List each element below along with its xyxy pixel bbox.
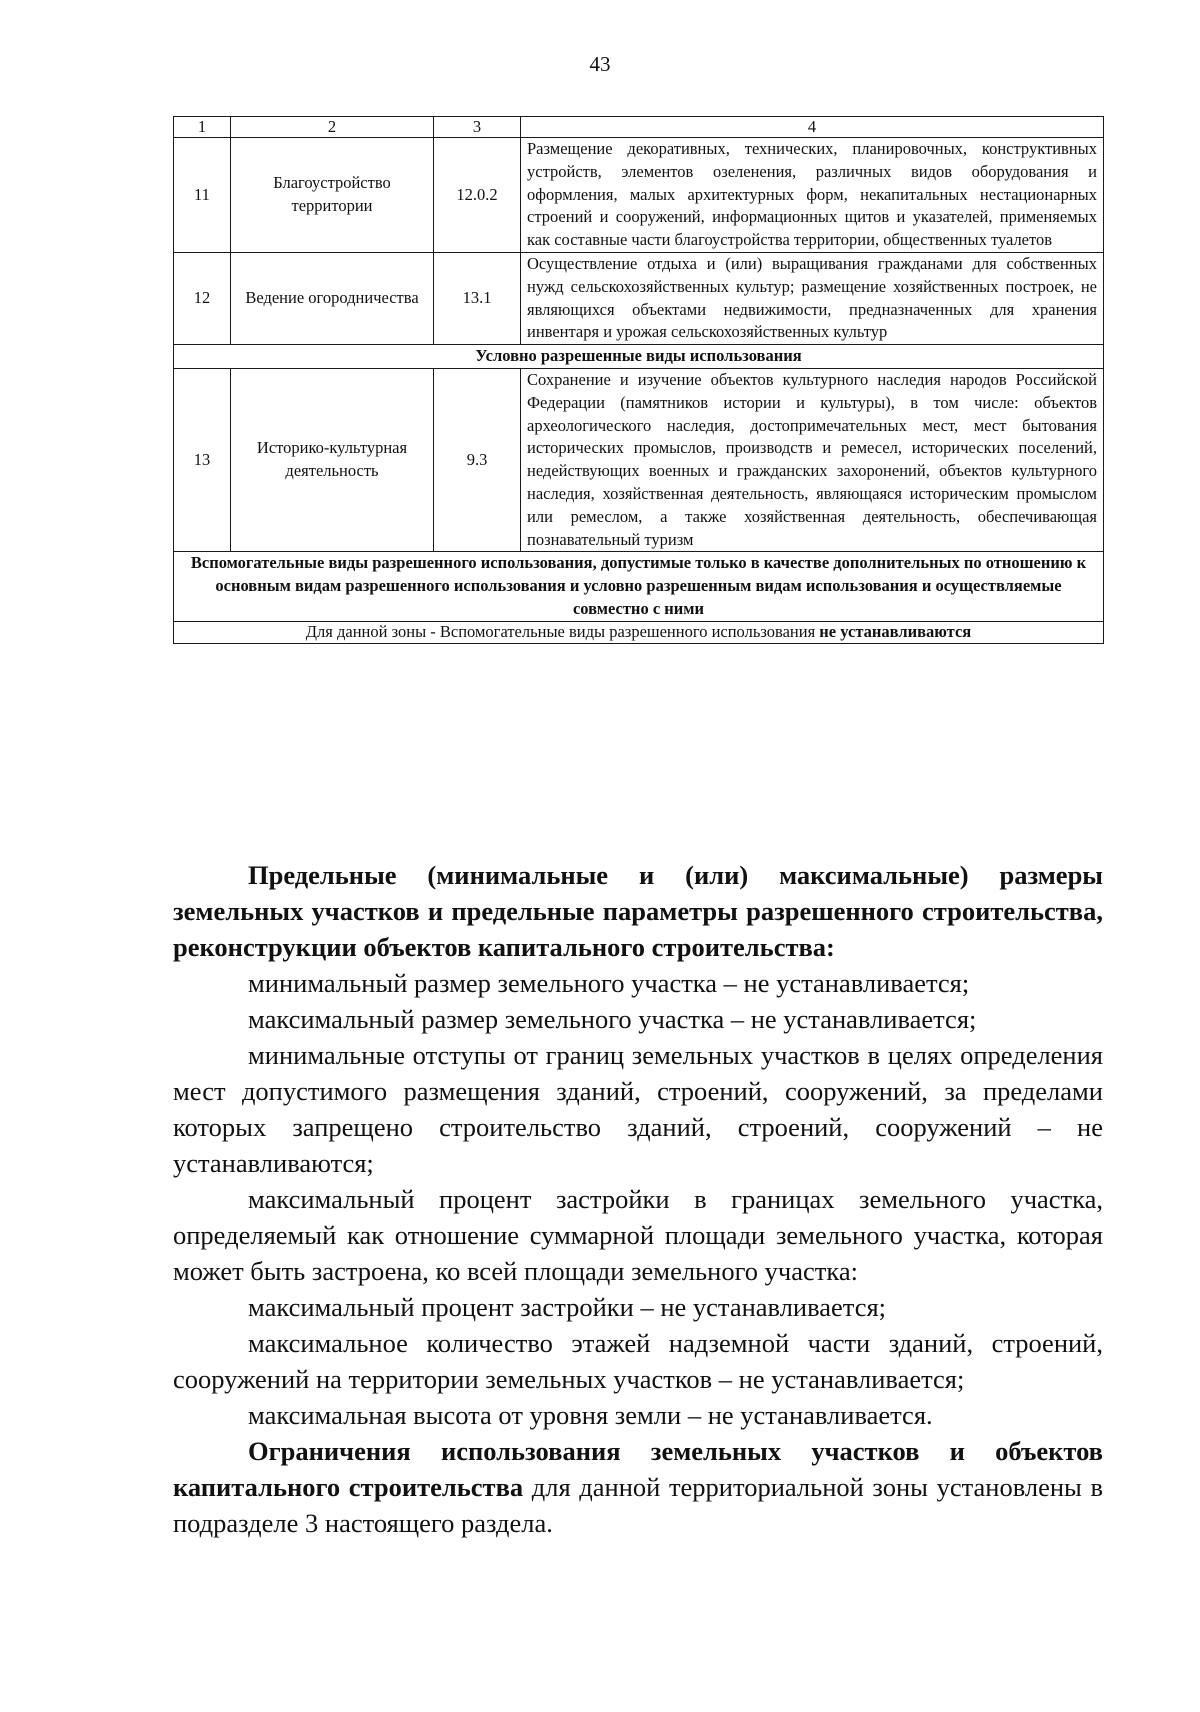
restrictions-paragraph xyxy=(173,1433,1103,1541)
use-code: 12.0.2 xyxy=(434,138,521,253)
header-cell: 1 xyxy=(174,117,231,138)
section-row xyxy=(174,621,1104,643)
use-name: Историко-культурная деятельность xyxy=(231,368,434,551)
paragraph: минимальные отступы от границ земельных участков в целях определения мест допустимого размещения зданий, строений, сооружений, за пределами которых запрещено строительство зданий, строений, сооружений – не устанавливаются; xyxy=(173,1040,1103,1178)
use-name: Ведение огородничества xyxy=(231,252,434,344)
conditional-uses-heading: Условно разрешенные виды использования xyxy=(174,345,1104,369)
row-number: 13 xyxy=(174,368,231,551)
use-description: Осуществление отдыха и (или) выращивания гражданами для собственных нужд сельскохозяйственных культур; размещение хозяйственных построек, не являющихся объектами недвижимости, предназначенных для хранения инвентаря и урожая сельскохозяйственных культур xyxy=(521,252,1104,344)
paragraph: максимальный размер земельного участка – не устанавливается; xyxy=(248,1004,977,1034)
auxiliary-uses-note xyxy=(174,621,1104,643)
row-number: 12 xyxy=(174,252,231,344)
body-text xyxy=(173,857,1103,1541)
use-code: 9.3 xyxy=(434,368,521,551)
use-code: 13.1 xyxy=(434,252,521,344)
paragraph: минимальный размер земельного участка – не устанавливается; xyxy=(248,968,970,998)
use-name: Благоустройство территории xyxy=(231,138,434,253)
auxiliary-note-bold: не устанавливаются xyxy=(819,622,972,642)
page-number: 43 xyxy=(589,52,611,76)
header-cell: 3 xyxy=(434,117,521,138)
land-use-table xyxy=(173,116,1104,644)
section-row xyxy=(174,552,1104,621)
paragraph: максимальный процент застройки – не устанавливается; xyxy=(248,1292,887,1322)
table-row xyxy=(174,252,1104,344)
use-description: Размещение декоративных, технических, планировочных, конструктивных устройств, элементов озеленения, различных видов оборудования и оформления, малых архитектурных форм, некапитальных нестационарных строений и сооружений, информационных щитов и указателей, применяемых как составные части благоустройства территории, общественных туалетов xyxy=(521,138,1104,253)
auxiliary-note-text: Для данной зоны - Вспомогательные виды разрешенного использования xyxy=(305,622,820,642)
restrictions-text: для данной территориальной зоны установлены в подразделе 3 настоящего раздела. xyxy=(173,1472,1103,1538)
header-cell: 2 xyxy=(231,117,434,138)
auxiliary-uses-heading: Вспомогательные виды разрешенного использования, допустимые только в качестве дополнительных по отношению к основным видам разрешенного использования и условно разрешенным видам использования и осуществляемые совместно с ними xyxy=(174,552,1104,621)
table-header-row xyxy=(174,117,1104,138)
section-row xyxy=(174,345,1104,369)
header-cell: 4 xyxy=(521,117,1104,138)
table-row xyxy=(174,368,1104,551)
restrictions-bold: Ограничения использования земельных участков и объектов капитального строительства xyxy=(173,1436,1103,1502)
table-row xyxy=(174,138,1104,253)
paragraph: максимальное количество этажей надземной части зданий, строений, сооружений на территории земельных участков – не устанавливается; xyxy=(173,1328,1103,1394)
paragraph: максимальный процент застройки в границах земельного участка, определяемый как отношение суммарной площади земельного участка, которая может быть застроена, ко всей площади земельного участка: xyxy=(173,1184,1103,1286)
paragraph: максимальная высота от уровня земли – не устанавливается. xyxy=(248,1400,933,1430)
parameters-heading: Предельные (минимальные и (или) максимальные) размеры земельных участков и предельные параметры разрешенного строительства, реконструкции объектов капитального строительства: xyxy=(173,860,1103,962)
use-description: Сохранение и изучение объектов культурного наследия народов Российской Федерации (памятников истории и культуры), в том числе: объектов археологического наследия, достопримечательных мест, мест бытования исторических промыслов, производств и ремесел, исторических поселений, недействующих военных и гражданских захоронений, объектов культурного наследия, хозяйственная деятельность, являющаяся историческим промыслом или ремеслом, а также хозяйственная деятельность, обеспечивающая познавательный туризм xyxy=(521,368,1104,551)
row-number: 11 xyxy=(174,138,231,253)
